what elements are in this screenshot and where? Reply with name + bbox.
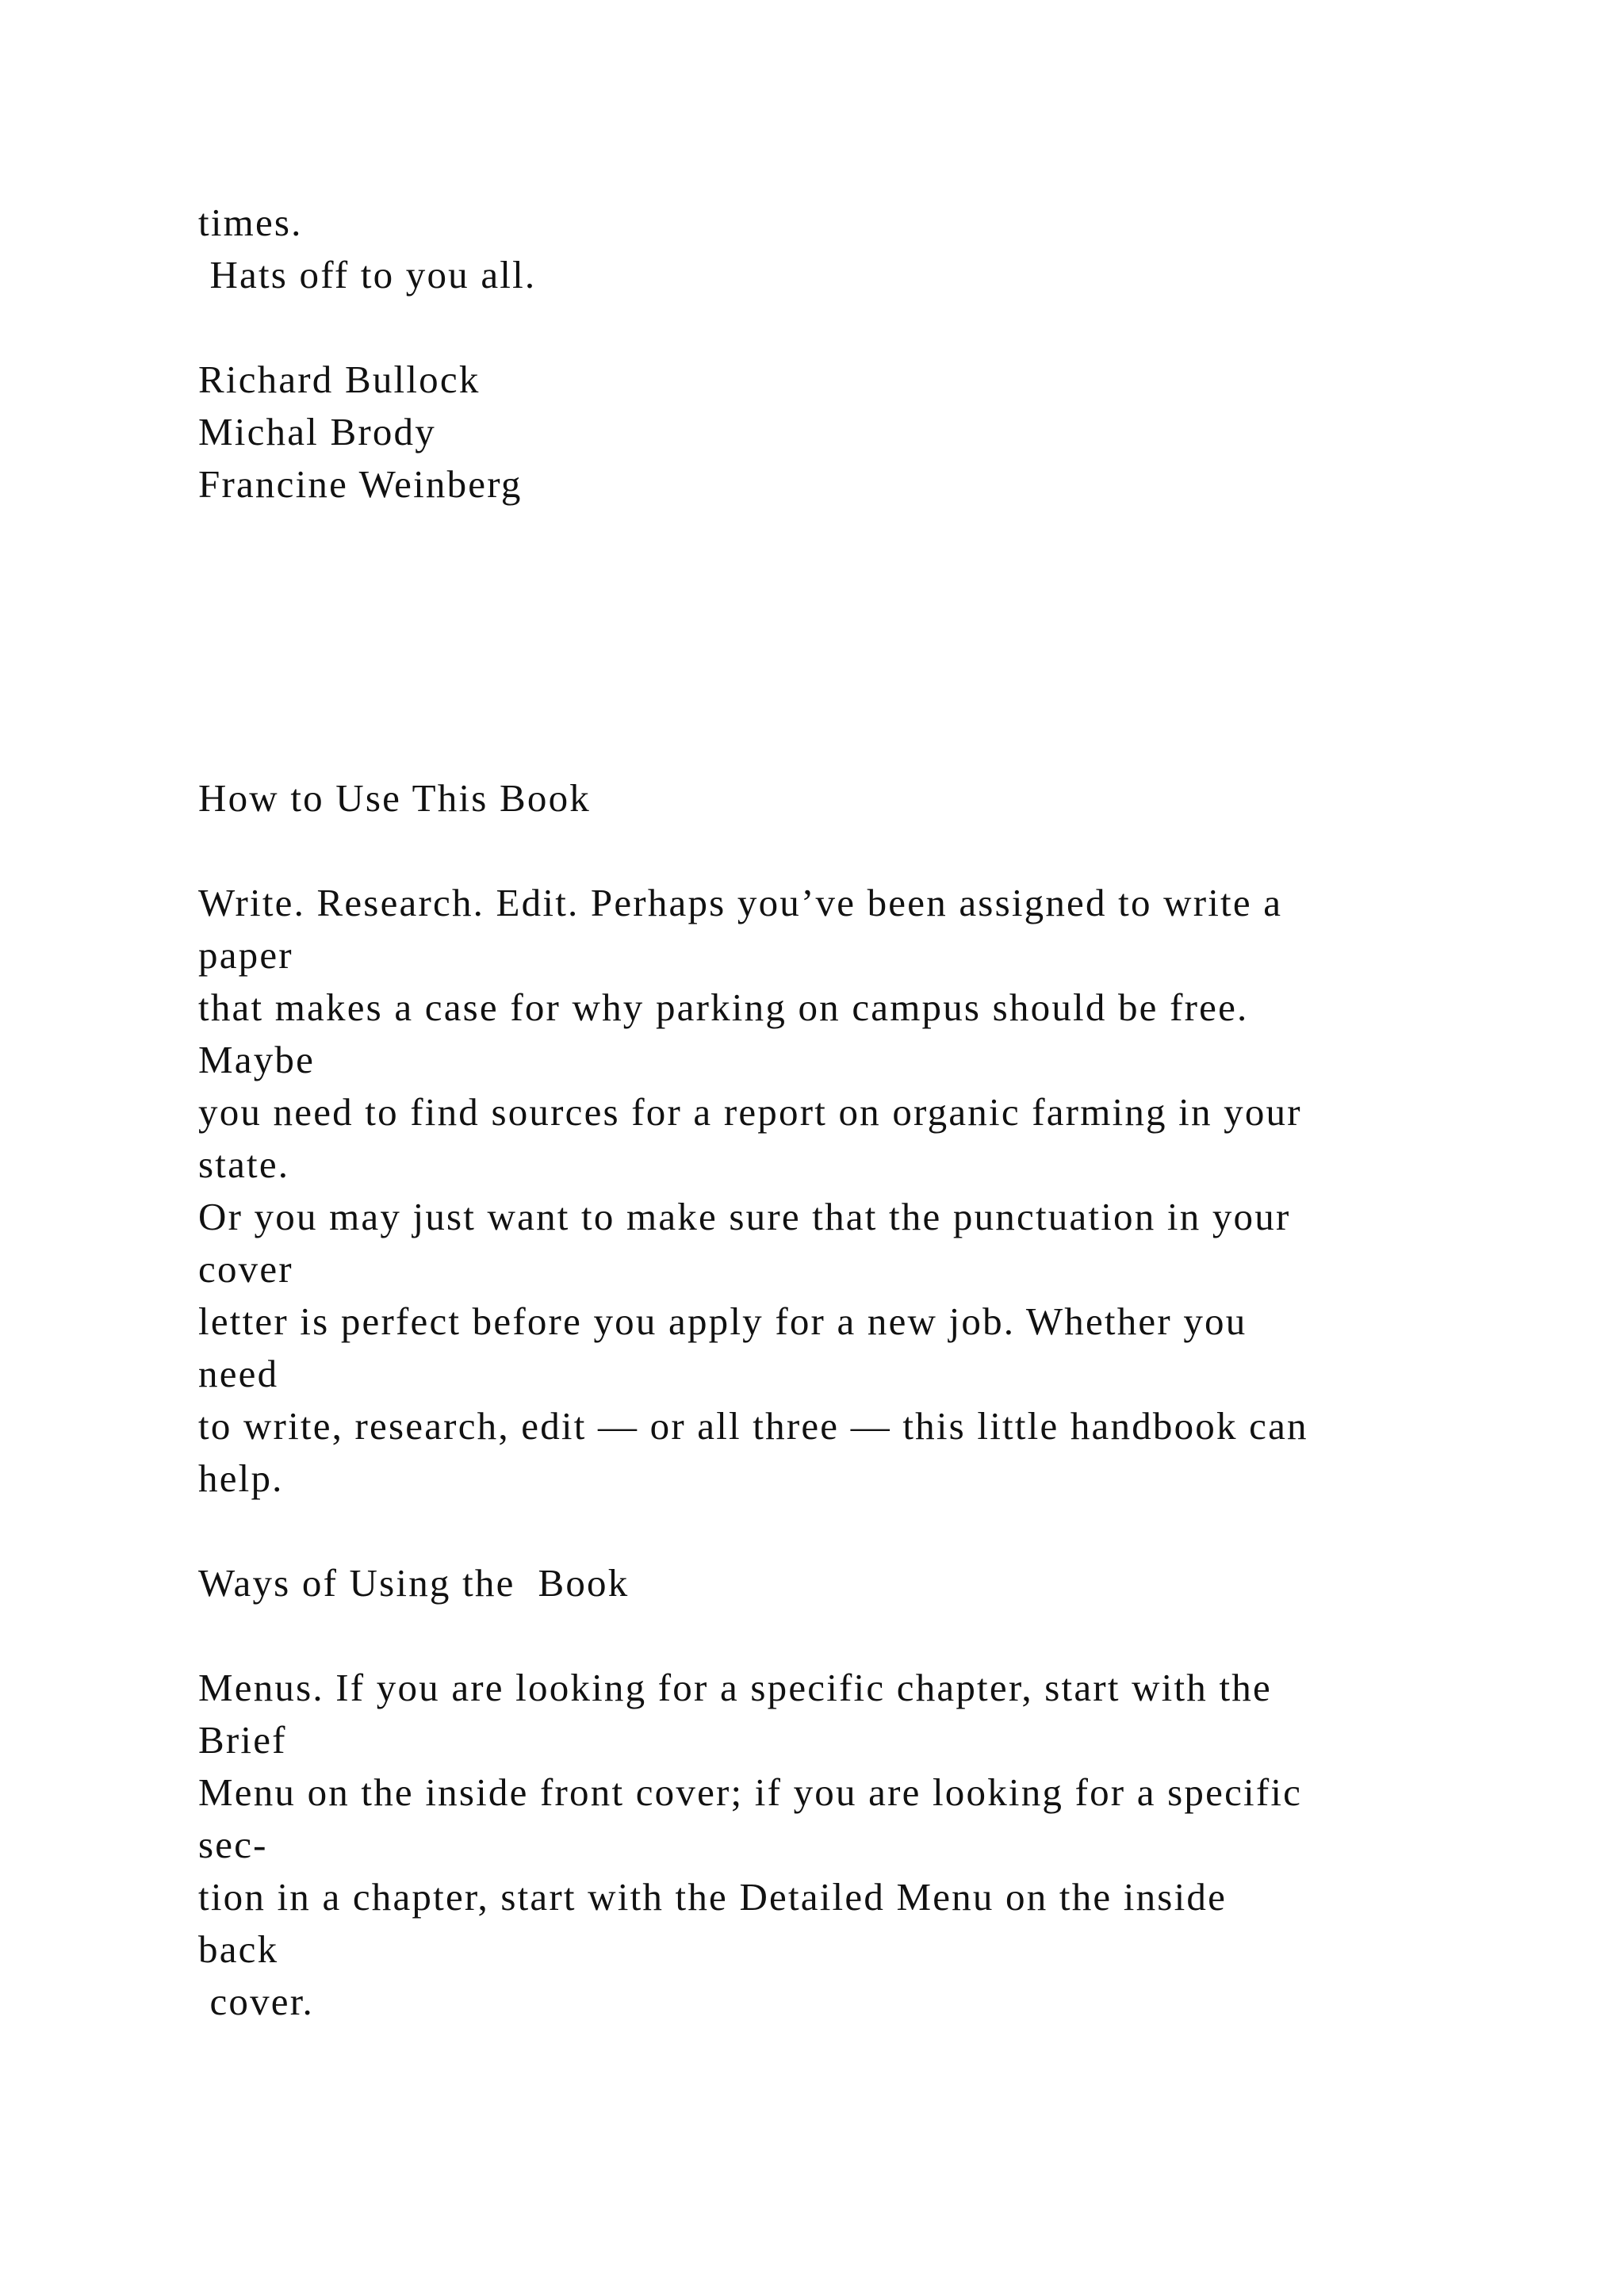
paragraph-line-5: you need to find sources for a report on organic farming in your (198, 1090, 1302, 1134)
paragraph-line-2: paper (198, 933, 293, 977)
paragraph-line-12: help. (198, 1456, 284, 1500)
section-heading-ways-of-using: Ways of Using the Book (198, 1561, 630, 1605)
menus-line-2: Brief (198, 1718, 287, 1762)
paragraph-line-4: Maybe (198, 1038, 316, 1081)
paragraph-line-6: state. (198, 1142, 290, 1186)
menus-line-6: back (198, 1927, 279, 1971)
section-heading-how-to-use: How to Use This Book (198, 776, 592, 820)
paragraph-line-1: Write. Research. Edit. Perhaps you’ve been assigned to write a (198, 881, 1283, 924)
menus-line-7: cover. (198, 1980, 315, 2023)
menus-line-5: tion in a chapter, start with the Detailed Menu on the inside (198, 1875, 1228, 1919)
paragraph-line-11: to write, research, edit — or all three — this little handbook can (198, 1404, 1308, 1448)
paragraph-line-10: need (198, 1352, 279, 1395)
author-michal-brody: Michal Brody (198, 410, 436, 453)
paragraph-line-9: letter is perfect before you apply for a new job. Whether you (198, 1299, 1247, 1343)
text-line-hats-off: Hats off to you all. (198, 253, 537, 297)
paragraph-line-7: Or you may just want to make sure that the punctuation in your (198, 1195, 1291, 1238)
paragraph-line-8: cover (198, 1247, 293, 1291)
paragraph-line-3: that makes a case for why parking on campus should be free. (198, 985, 1249, 1029)
author-francine-weinberg: Francine Weinberg (198, 462, 523, 506)
author-richard-bullock: Richard Bullock (198, 358, 481, 401)
menus-line-1: Menus. If you are looking for a specific chapter, start with the (198, 1666, 1272, 1709)
text-line-times: times. (198, 201, 303, 244)
menus-line-3: Menu on the inside front cover; if you are looking for a specific (198, 1770, 1303, 1814)
menus-line-4: sec- (198, 1823, 268, 1866)
